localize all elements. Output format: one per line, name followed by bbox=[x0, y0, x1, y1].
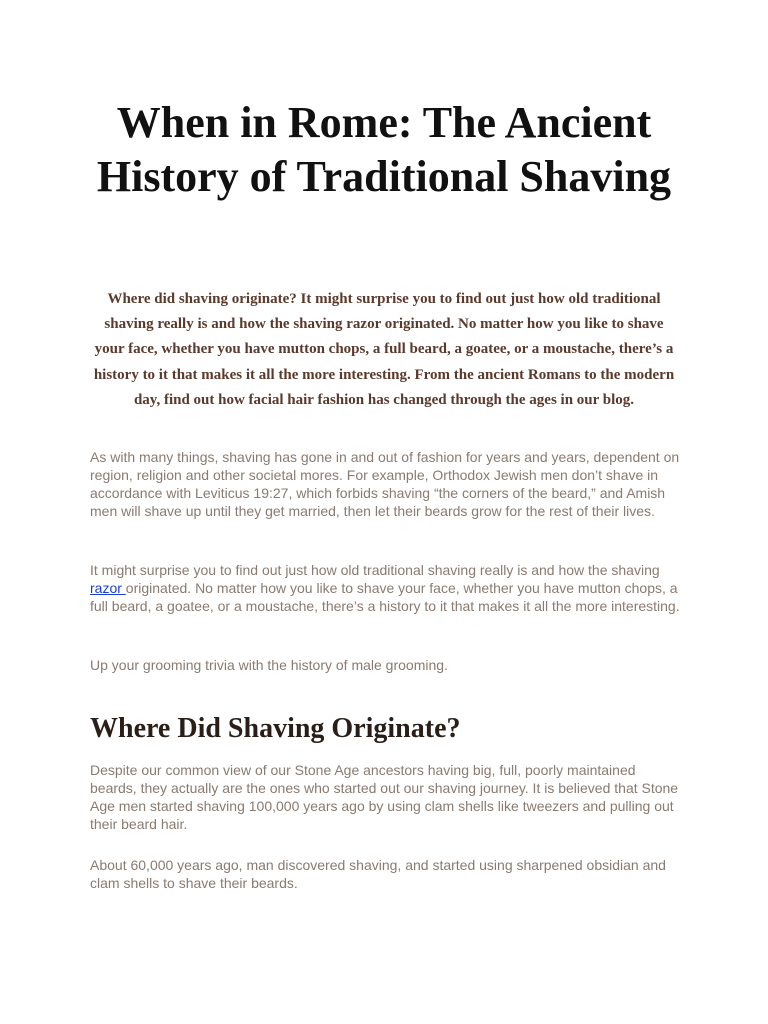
razor-link[interactable]: razor bbox=[90, 580, 126, 596]
section-heading: Where Did Shaving Originate? bbox=[90, 713, 461, 744]
paragraph-history-text-after: originated. No matter how you like to shave your face, whether you have mutton chops, a full beard, a goatee, or a moustache, there’s a history to it that makes it all the more interesting. bbox=[90, 580, 680, 614]
intro-paragraph: Where did shaving originate? It might surprise you to find out just how old traditional shaving really is and how the shaving razor originated. No matter how you like to shave your face, whether you have mutton chops, a full beard, a goatee, or a moustache, there’s a history to it that makes it all the more interesting. From the ancient Romans to the modern day, find out how facial hair fashion has changed through the ages in our blog. bbox=[93, 291, 675, 408]
document-title: When in Rome: The Ancient History of Traditional Shaving bbox=[96, 98, 672, 201]
paragraph-history bbox=[90, 561, 682, 615]
paragraph-fashion: As with many things, shaving has gone in and out of fashion for years and years, dependent on region, religion and other societal mores. For example, Orthodox Jewish men don’t shave in accordance with Leviticus 19:27, which forbids shaving “the corners of the beard,” and Amish men will shave up until they get married, then let their beards grow for the rest of their lives. bbox=[90, 449, 680, 519]
paragraph-obsidian: About 60,000 years ago, man discovered shaving, and started using sharpened obsidian and clam shells to shave their beards. bbox=[90, 857, 666, 891]
paragraph-trivia: Up your grooming trivia with the history of male grooming. bbox=[90, 657, 448, 673]
paragraph-stone-age: Despite our common view of our Stone Age ancestors having big, full, poorly maintained beards, they actually are the ones who started out our shaving journey. It is believed that Stone Age men started shaving 100,000 years ago by using clam shells like tweezers and pulling out their beard hair. bbox=[90, 762, 679, 832]
paragraph-history-text-before: It might surprise you to find out just how old traditional shaving really is and how the shaving bbox=[90, 562, 660, 578]
